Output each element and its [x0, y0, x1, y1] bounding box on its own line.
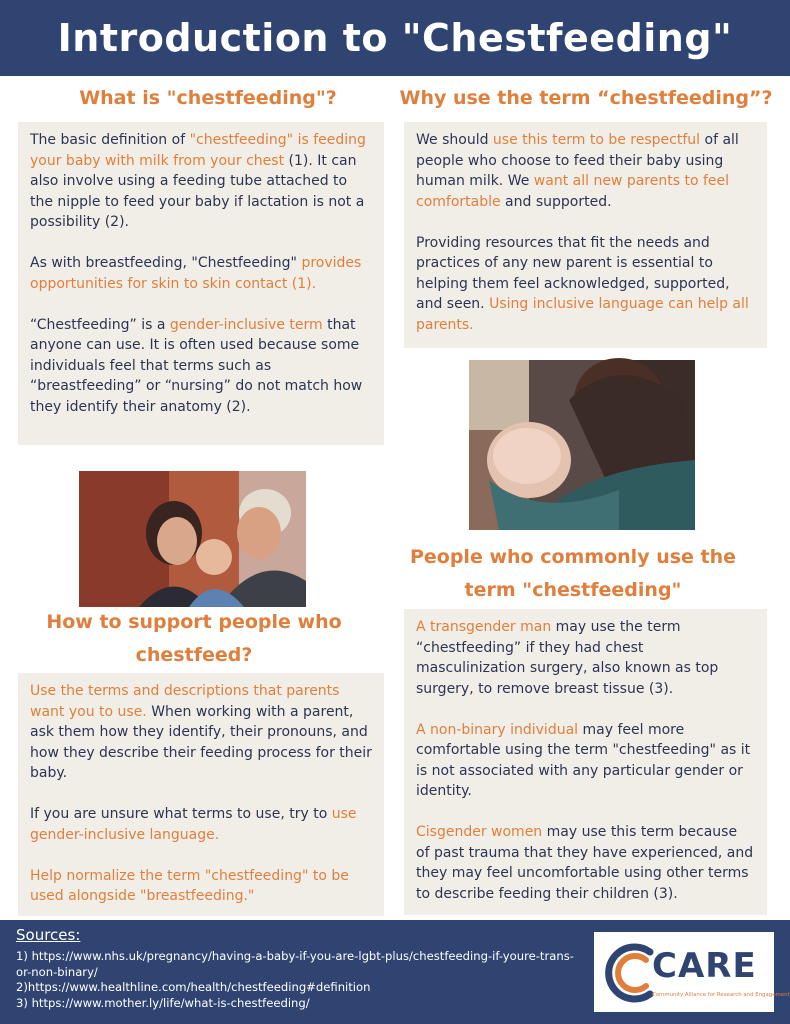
support-paragraph-1: Use the terms and descriptions that parents want you to use. When working with a parent, ask them how they identify, their pronouns, and how they describe their feeding process for their baby.: [30, 683, 372, 781]
source-link-2[interactable]: 2)https://www.healthline.com/health/chestfeeding#definition: [16, 980, 371, 994]
sources-title: Sources:: [16, 926, 81, 944]
support-heading: How to support people who chestfeed?: [46, 611, 342, 666]
page-title: Introduction to "Chestfeeding": [57, 16, 733, 60]
what-paragraph-1: The basic definition of "chestfeeding" is feeding your baby with milk from your chest (1). It can also involve using a feeding tube attached to the nipple to feed your baby if lactation is not a possibility (2).: [30, 132, 366, 230]
why-box: [404, 122, 767, 348]
why-heading: Why use the term “chestfeeding”?: [399, 87, 773, 109]
what-paragraph-2: As with breastfeeding, "Chestfeeding" provides opportunities for skin to skin contact (1).: [30, 255, 362, 292]
care-logo-name: CARE: [652, 946, 757, 986]
care-logo: [594, 932, 790, 1012]
care-logo-tagline: Community Alliance for Research and Engagement: [652, 992, 790, 998]
sources-footer: [0, 920, 790, 1024]
people-heading: People who commonly use the term "chestfeeding": [409, 546, 737, 601]
family-photo: [79, 471, 306, 607]
why-paragraph-1: We should use this term to be respectful of all people who choose to feed their baby using human milk. We want all new parents to feel comfortable and supported.: [416, 132, 739, 210]
source-link-1[interactable]: 1) https://www.nhs.uk/pregnancy/having-a-baby-if-you-are-lgbt-plus/chestfeeding-if-youre-trans-or-non-binary/: [16, 949, 574, 979]
parent-baby-sling-photo: [469, 360, 695, 530]
people-paragraph-2: A non-binary individual may feel more comfortable using the term "chestfeeding" as it is not associated with any particular gender or identity.: [416, 721, 751, 799]
people-paragraph-3: Cisgender women may use this term because of past trauma that they have experienced, and they may feel uncomfortable using other terms to describe feeding their children (3).: [416, 824, 754, 902]
support-paragraph-2: If you are unsure what terms to use, try to use gender-inclusive language.: [30, 806, 357, 843]
people-paragraph-1: A transgender man may use the term “chestfeeding” if they had chest masculinization surgery, also known as top surgery, to remove breast tissue (3).: [416, 619, 719, 697]
what-paragraph-3: “Chestfeeding” is a gender-inclusive term that anyone can use. It is often used because some individuals feel that terms such as “breastfeeding” or “nursing” do not match how they identify their anatomy (2).: [30, 316, 363, 415]
family-illustration: [79, 471, 306, 607]
why-paragraph-2: Providing resources that fit the needs and practices of any new parent is essential to helping them feel acknowledged, supported, and seen. Using inclusive language can help all parents.: [416, 234, 749, 333]
support-paragraph-3: Help normalize the term "chestfeeding" to be used alongside "breastfeeding.": [30, 867, 349, 904]
what-box: [18, 122, 384, 445]
people-box: [404, 609, 767, 915]
source-link-3[interactable]: 3) https://www.mother.ly/life/what-is-chestfeeding/: [16, 996, 310, 1010]
photo-illustration: [469, 360, 695, 530]
title-banner: [0, 0, 790, 76]
what-heading: What is "chestfeeding"?: [79, 87, 337, 109]
support-box: [18, 673, 384, 916]
